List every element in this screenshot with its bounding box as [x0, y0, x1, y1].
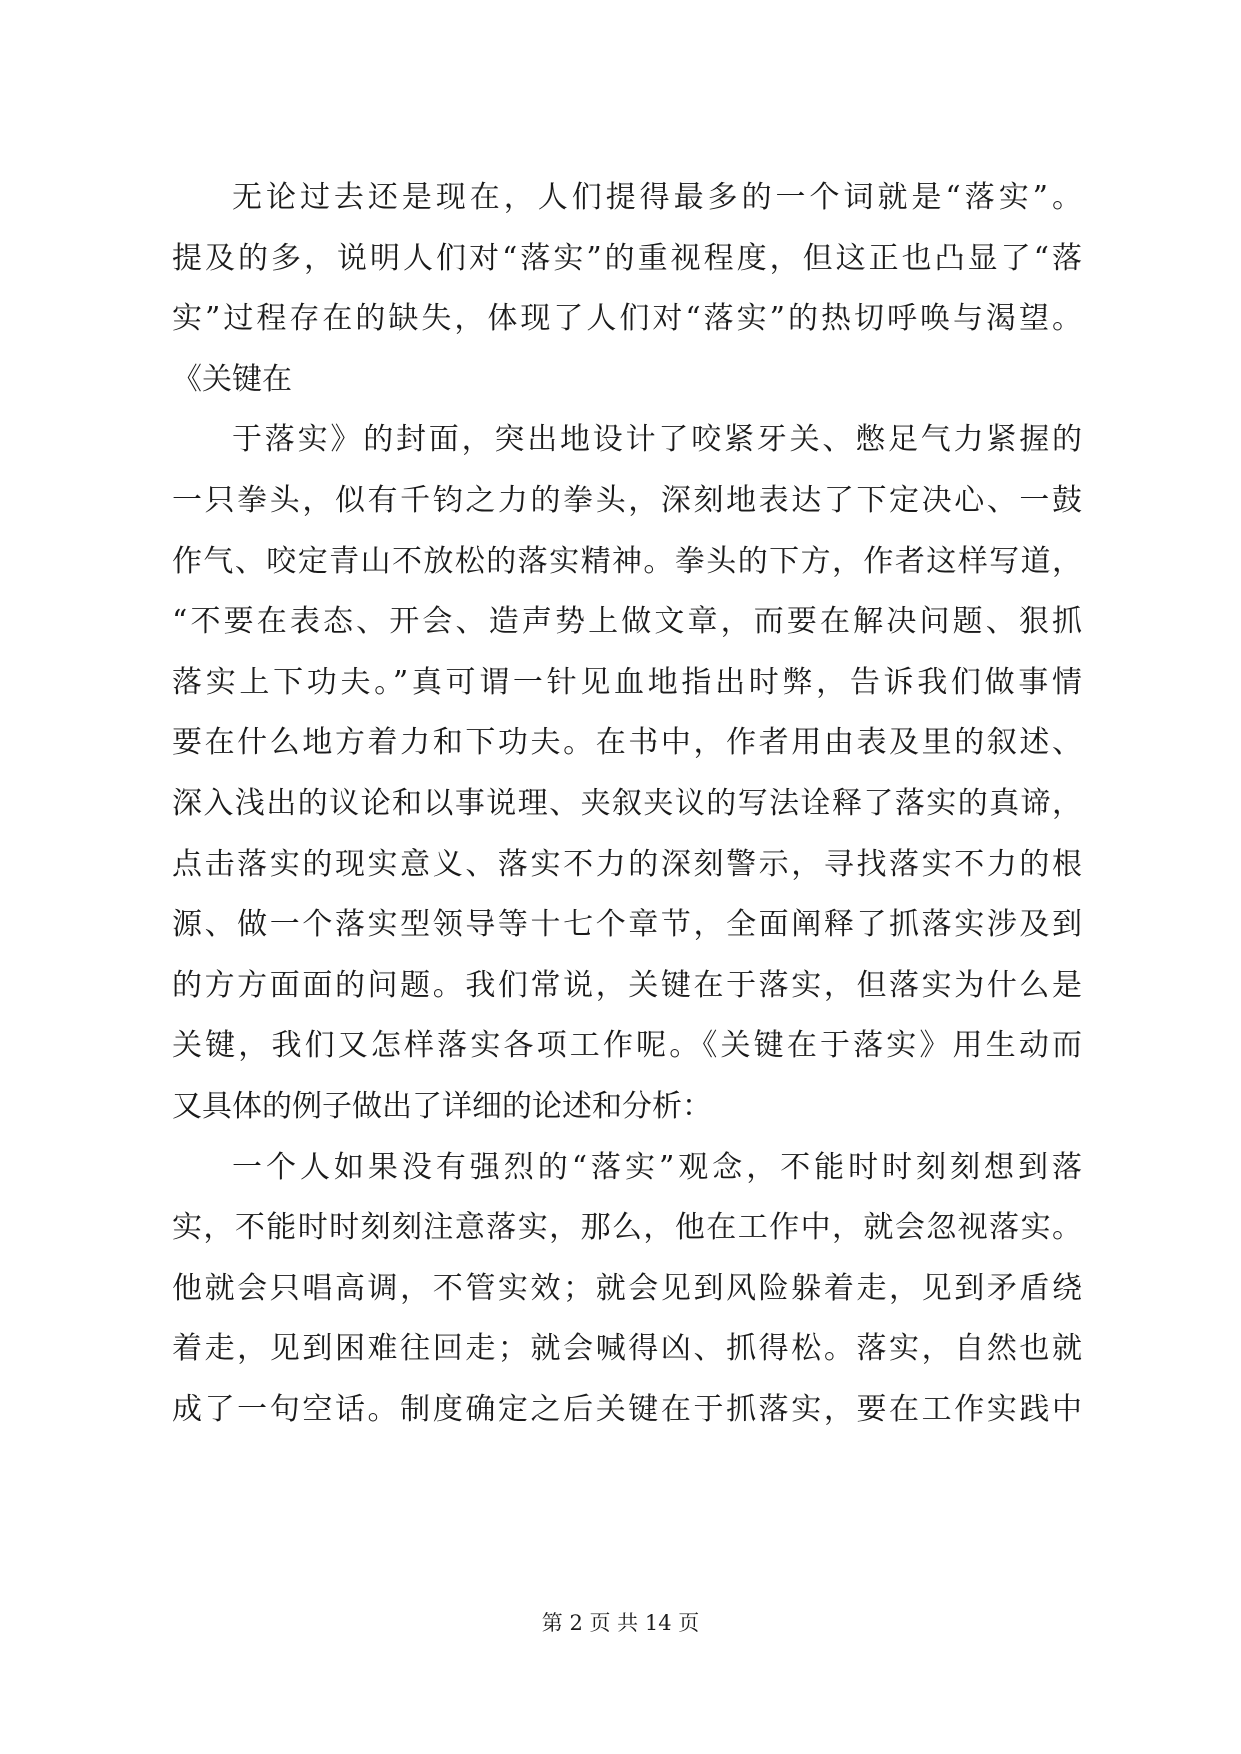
text-line: 又具体的例子做出了详细的论述和分析： — [172, 1088, 712, 1124]
text-line: 《关键在 — [172, 361, 292, 397]
text-line: 点击落实的现实意义、落实不力的深刻警示，寻找落实不力的根 — [172, 846, 1082, 882]
text-line: 无论过去还是现在，人们提得最多的一个词就是“落实”。 — [232, 180, 1082, 215]
text-line: “不要在表态、开会、造声势上做文章，而要在解决问题、狠抓 — [172, 604, 1082, 640]
page-number-footer: 第 2 页 共 14 页 — [541, 1611, 700, 1635]
text-line: 作气、咬定青山不放松的落实精神。拳头的下方，作者这样写道， — [172, 543, 1082, 579]
text-line: 源、做一个落实型领导等十七个章节，全面阐释了抓落实涉及到 — [172, 907, 1082, 943]
text-line: 他就会只唱高调，不管实效；就会见到风险躲着走，见到矛盾绕 — [172, 1270, 1082, 1306]
text-line: 关键，我们又怎样落实各项工作呢。《关键在于落实》用生动而 — [172, 1028, 1082, 1064]
text-line: 一个人如果没有强烈的“落实”观念，不能时时刻刻想到落 — [232, 1149, 1082, 1185]
text-line: 实，不能时时刻刻注意落实，那么，他在工作中，就会忽视落实。 — [172, 1210, 1082, 1246]
text-line: 落实上下功夫。”真可谓一针见血地指出时弊，告诉我们做事情 — [172, 664, 1082, 700]
text-line: 提及的多，说明人们对“落实”的重视程度，但这正也凸显了“落 — [172, 240, 1082, 276]
text-line: 实”过程存在的缺失，体现了人们对“落实”的热切呼唤与渴望。 — [172, 301, 1082, 337]
document-body — [172, 168, 1082, 1440]
text-line: 成了一句空话。制度确定之后关键在于抓落实，要在工作实践中 — [172, 1391, 1082, 1427]
text-line: 要在什么地方着力和下功夫。在书中，作者用由表及里的叙述、 — [172, 725, 1082, 761]
text-line: 一只拳头，似有千钧之力的拳头，深刻地表达了下定决心、一鼓 — [172, 482, 1082, 518]
text-line: 着走，见到困难往回走；就会喊得凶、抓得松。落实，自然也就 — [172, 1331, 1082, 1367]
text-line: 的方方面面的问题。我们常说，关键在于落实，但落实为什么是 — [172, 967, 1082, 1003]
text-line: 于落实》的封面，突出地设计了咬紧牙关、憋足气力紧握的 — [232, 422, 1082, 458]
text-line: 深入浅出的议论和以事说理、夹叙夹议的写法诠释了落实的真谛， — [172, 785, 1082, 821]
